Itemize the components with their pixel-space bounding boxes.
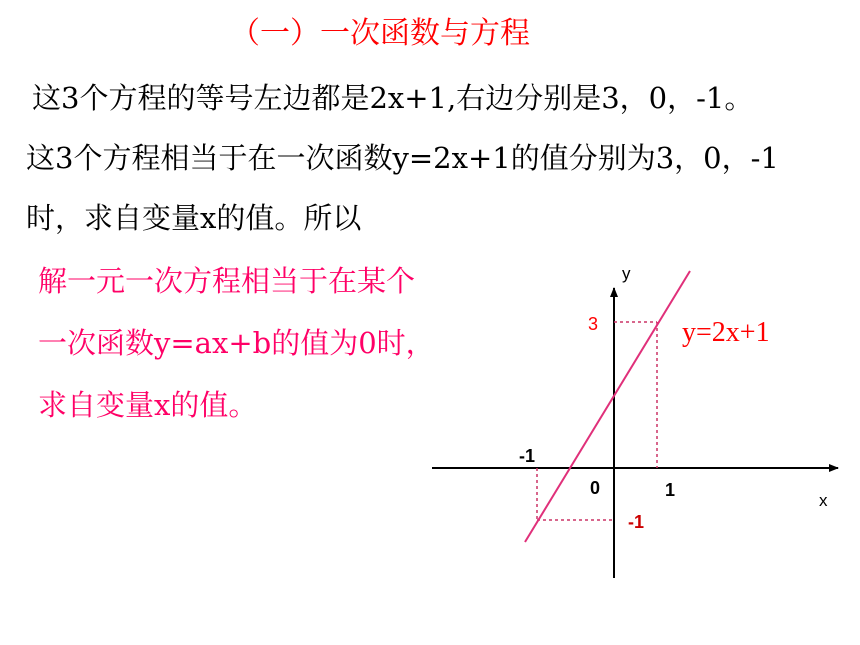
conclusion-line-3: 求自变量x的值。 xyxy=(38,388,258,422)
function-line xyxy=(525,271,690,542)
explanation-line-3: 时，求自变量x的值。所以 xyxy=(26,201,362,235)
function-label: y=2x+1 xyxy=(682,317,770,348)
explanation-line-1: 这3个方程的等号左边都是2x+1,右边分别是3，0，-1。 xyxy=(32,81,754,115)
x-axis-label: x xyxy=(819,491,828,510)
explanation-line-2: 这3个方程相当于在一次函数y=2x+1的值分别为3，0，-1 xyxy=(26,141,779,175)
origin-label: 0 xyxy=(590,478,601,498)
conclusion-line-1: 解一元一次方程相当于在某个 xyxy=(38,264,416,298)
x-tick-neg-one-label: -1 xyxy=(519,446,536,466)
conclusion-line-2: 一次函数y=ax+b的值为0时， xyxy=(38,326,435,360)
y-axis-label: y xyxy=(622,264,631,283)
page-title: （一）一次函数与方程 xyxy=(230,16,530,51)
y-tick-three-label: 3 xyxy=(588,314,599,334)
y-tick-neg-one-label: -1 xyxy=(628,512,645,532)
x-tick-one-label: 1 xyxy=(665,480,676,500)
